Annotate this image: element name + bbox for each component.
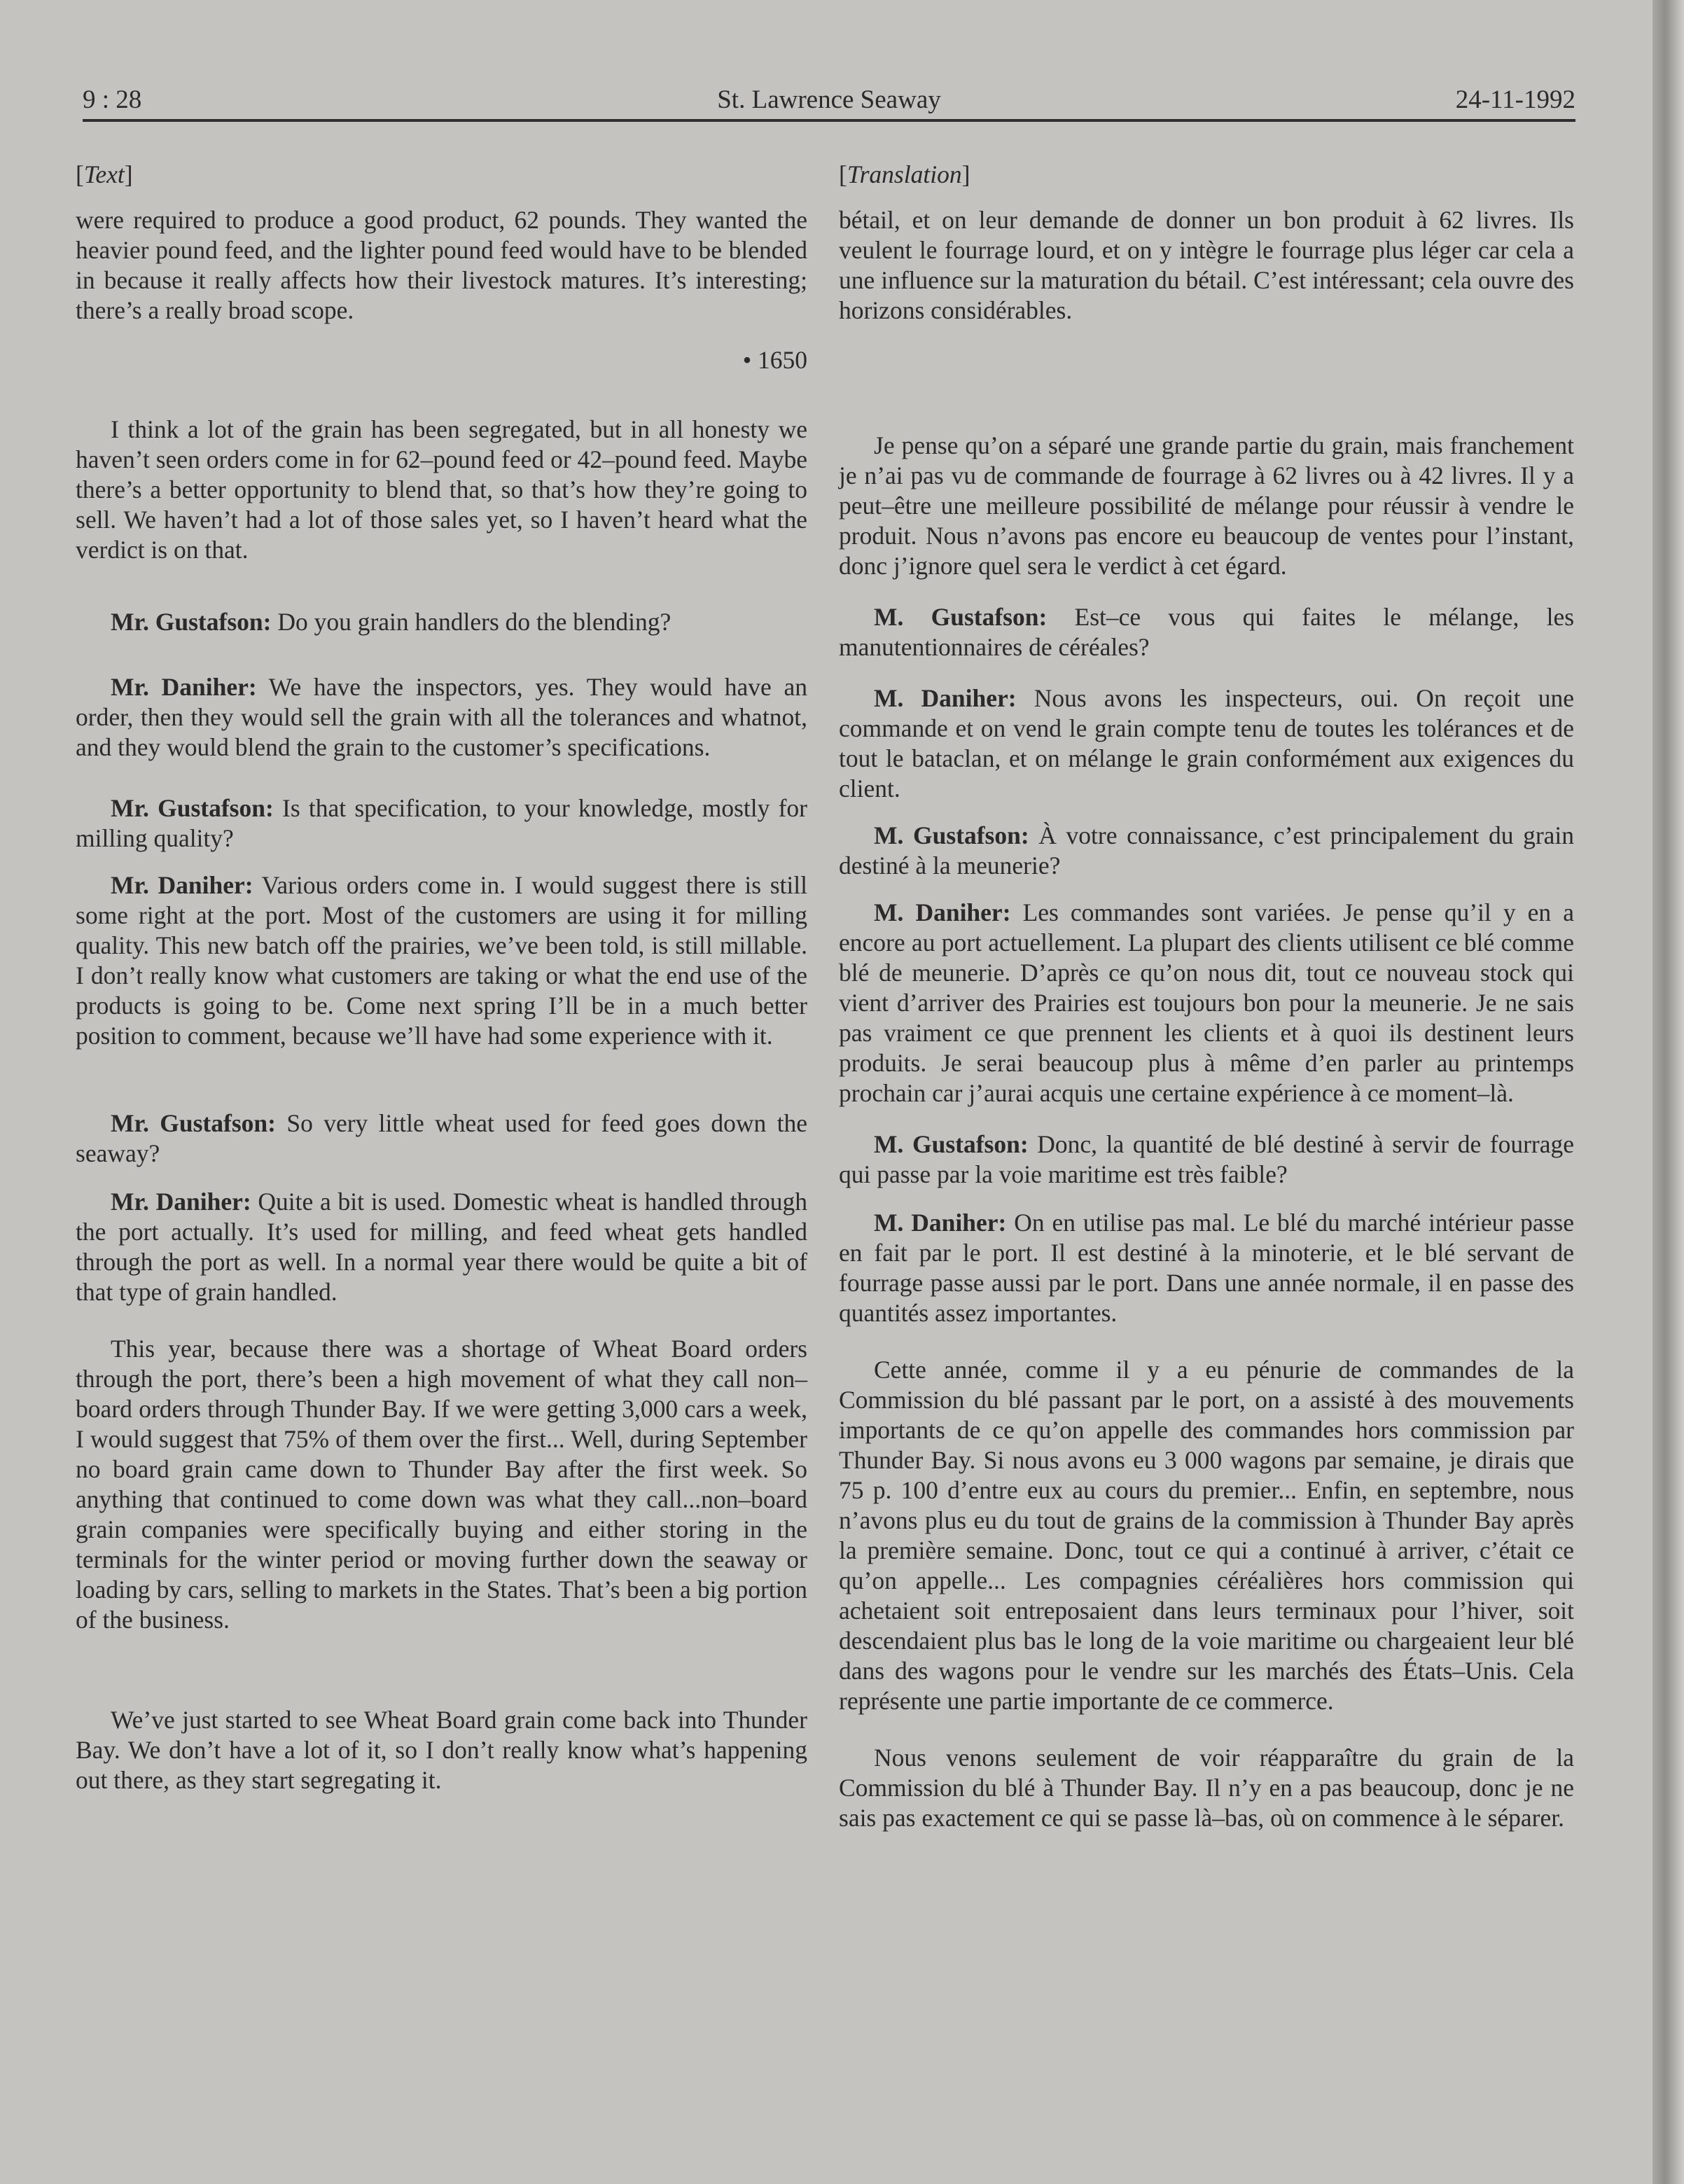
paragraph: Je pense qu’on a séparé une grande partie du grain, mais franchement je n’ai pas vu de commande de fourrage à 62 livres ou à 42 livres. Il y a peut–être une meilleure possibilité de mélange pour réussir à vendre le produit. Nous n’avons pas encore eu beaucoup de ventes pour l’instant, donc j’ignore quel sera le verdict à cet égard. (839, 431, 1574, 580)
exchange (76, 870, 807, 1051)
column-label: [Translation] (839, 160, 970, 188)
speaker: M. Gustafson: (874, 603, 1048, 631)
paragraph: I think a lot of the grain has been segregated, but in all honesty we haven’t seen orders come in for 62–pound feed or 42–pound feed. Maybe there’s a better opportunity to blend that, so that’s how they’re going to sell. We haven’t had a lot of those sales yet, so I haven’t heard what the verdict is on that. (76, 415, 807, 564)
remark: Various orders come in. I would suggest there is still some right at the port. Most of the customers are using it for milling quality. This new batch off the prairies, we’ve been told, is still millable. I don’t really know what customers are taking or what the end use of the products is going to be. Come next spring I’ll be in a much better position to comment, because we’ll have had some experience with it. (76, 871, 807, 1050)
exchange (839, 602, 1574, 662)
exchange (76, 793, 807, 854)
exchange (76, 1108, 807, 1169)
column-label: [Text] (76, 160, 133, 188)
speaker: Mr. Daniher: (111, 871, 253, 899)
paragraph: This year, because there was a shortage of Wheat Board orders through the port, there’s been a high movement of what they call non–board orders through Thunder Bay. If we were getting 3,000 cars a week, I would suggest that 75% of them over the first... Well, during September no board grain came down to Thunder Bay after the first week. So anything that continued to come down was what they call...non–board grain companies were specifically buying and either storing in the terminals for the winter period or moving further down the seaway or loading by cars, selling to markets in the States. That’s been a big portion of the business. (76, 1335, 807, 1634)
speaker: Mr. Gustafson: (111, 608, 272, 636)
remark: Is that specification, to your knowledge, mostly for milling quality? (76, 794, 808, 852)
publication-date: 24-11-1992 (1455, 85, 1575, 114)
translation-column (839, 160, 1574, 1833)
remark: We have the inspectors, yes. They would have an order, then they would sell the grain with all the tolerances and whatnot, and they would blend the grain to the customer’s specifications. (76, 673, 808, 761)
exchange (839, 898, 1574, 1108)
publication-title: St. Lawrence Seaway (717, 85, 941, 114)
text-column (76, 160, 807, 1795)
page-header (83, 78, 1575, 120)
speaker: M. Daniher: (874, 1209, 1007, 1237)
paragraph: bétail, et on leur demande de donner un bon produit à 62 livres. Ils veulent le fourrage lourd, et on y intègre le fourrage plus léger car cela a une influence sur la maturation du bétail. C’est intéressant; cela ouvre des horizons considérables. (839, 206, 1574, 324)
time-marker: • 1650 (742, 346, 807, 374)
paragraph: We’ve just started to see Wheat Board grain come back into Thunder Bay. We don’t have a lot of it, so I don’t really know what’s happening out there, as they start segregating it. (76, 1706, 807, 1794)
speaker: M. Gustafson: (874, 821, 1029, 849)
exchange (839, 683, 1574, 804)
remark: Quite a bit is used. Domestic wheat is handled through the port actually. It’s used for milling, and feed wheat gets handled through the port as well. In a normal year there would be quite a bit of that type of grain handled. (76, 1188, 808, 1306)
speaker: Mr. Daniher: (111, 673, 257, 701)
paragraph: were required to produce a good product, 62 pounds. They wanted the heavier pound feed, and the lighter pound feed would have to be blended in because it really affects how their livestock matures. It’s interesting; there’s a really broad scope. (76, 206, 807, 324)
exchange (76, 607, 807, 637)
remark: Donc, la quantité de blé destiné à servir de fourrage qui passe par la voie maritime est très faible? (839, 1130, 1575, 1188)
remark: Do you grain handlers do the blending? (277, 608, 671, 636)
paragraph: Nous venons seulement de voir réapparaître du grain de la Commission du blé à Thunder Bay. Il n’y en a pas beaucoup, donc je ne sais pas exactement ce qui se passe là–bas, où on commence à le séparer. (839, 1744, 1574, 1832)
exchange (76, 672, 807, 763)
page-number: 9 : 28 (83, 85, 142, 114)
exchange (839, 821, 1574, 881)
exchange (839, 1208, 1574, 1328)
exchange (839, 1129, 1574, 1190)
paragraph: Cette année, comme il y a eu pénurie de commandes de la Commission du blé passant par le port, on a assisté à des mouvements importants de ce qu’on appelle des commandes hors commission par Thunder Bay. Si nous avons eu 3 000 wagons par semaine, je dirais que 75 p. 100 d’entre eux au cours du premier... Enfin, en septembre, nous n’avons plus eu du tout de grains de la commission à Thunder Bay après la première semaine. Donc, tout ce qui a continué à arriver, c’était ce qu’on appelle... Les compagnies céréalières hors commission qui achetaient soit entreposaient dans leurs terminaux pour l’hiver, soit descendaient plus bas le long de la voie maritime ou chargeaient leur blé dans des wagons pour le vendre sur les marchés des États–Unis. Cela représente une partie importante de ce commerce. (839, 1356, 1574, 1715)
remark: On en utilise pas mal. Le blé du marché intérieur passe en fait par le port. Il est destiné à la minoterie, et le blé servant de fourrage passe aussi par le port. Dans une année normale, il en passe des quantités assez importantes. (839, 1209, 1574, 1327)
speaker: M. Daniher: (874, 898, 1011, 926)
remark: Est–ce vous qui faites le mélange, les manutentionnaires de céréales? (839, 603, 1575, 661)
header-rule (83, 119, 1575, 122)
speaker: M. Daniher: (874, 684, 1017, 712)
speaker: Mr. Gustafson: (111, 1109, 276, 1137)
remark: Nous avons les inspecteurs, oui. On reçoit une commande et on vend le grain compte tenu de toutes les tolérances et de tout le bataclan, et on mélange le grain conformément aux exigences du client. (839, 684, 1574, 802)
remark: À votre connaissance, c’est principalement du grain destiné à la meunerie? (839, 821, 1575, 879)
remark: Les commandes sont variées. Je pense qu’il y en a encore au port actuellement. La plupart des clients utilisent ce blé comme blé de meunerie. D’après ce qu’on nous dit, tout ce nouveau stock qui vient d’arriver des Prairies est toujours bon pour la meunerie. Je ne sais pas vraiment ce que prennent les clients et à quoi ils destinent leurs produits. Je serai beaucoup plus à même d’en parler au printemps prochain car j’aurai acquis une certaine expérience à ce moment–là. (839, 898, 1574, 1107)
exchange (76, 1187, 807, 1307)
page-edge (1652, 0, 1684, 2184)
speaker: Mr. Daniher: (111, 1188, 251, 1216)
speaker: M. Gustafson: (874, 1130, 1029, 1158)
speaker: Mr. Gustafson: (111, 794, 274, 822)
remark: So very little wheat used for feed goes down the seaway? (76, 1109, 807, 1167)
